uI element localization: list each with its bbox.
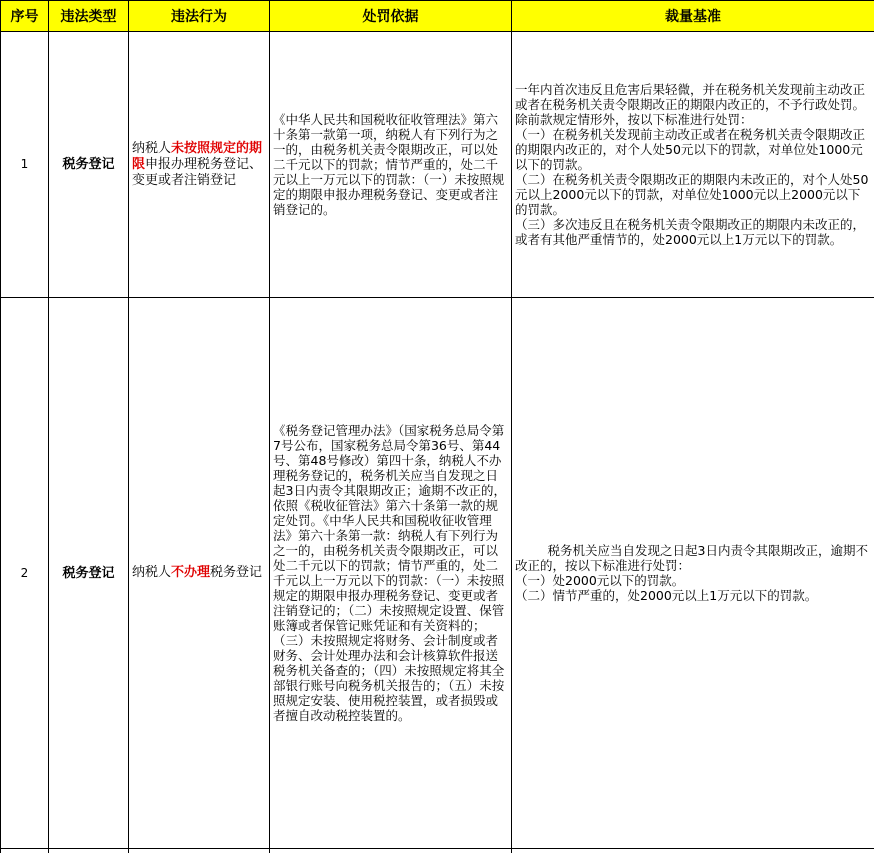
std-para: 一年内首次违反且危害后果轻微，并在税务机关发现前主动改正或者在税务机关责令限期改正的期限内改正的，不予行政处罚。 [515, 82, 866, 112]
violation-act [129, 298, 270, 849]
std-para: （二）情节严重的，处2000元以上1万元以下的罚款。 [515, 588, 818, 603]
violation-type: 税务登记 [49, 32, 129, 298]
act-prefix: 纳税人 [132, 565, 172, 580]
penalty-basis: 《中华人民共和国税收征收管理法》第六十条第一款第一项，纳税人有下列行为之一的，由税务机关责令限期改正，可以处二千元以下的罚款；情节严重的，处二千元以上一万元以下的罚款：（一）未按照规定的期限申报办理税务登记、变更或者注销登记的。 [270, 32, 512, 298]
std-para: 税务机关应当自发现之日起3日内责令其限期改正，逾期不改正的，按以下标准进行处罚： [515, 543, 868, 573]
empty-cell [1, 849, 49, 853]
std-para: （一）在税务机关发现前主动改正或者在税务机关责令限期改正的期限内改正的，对个人处50元以下的罚款，对单位处1000元以下的罚款。 [515, 127, 866, 172]
penalty-basis: 《税务登记管理办法》（国家税务总局令第7号公布，国家税务总局令第36号、第44号、第48号修改）第四十条，纳税人不办理税务登记的，税务机关应当自发现之日起3日内责令其限期改正；逾期不改正的，依照《税收征管法》第六十条第一款的规定处罚。《中华人民共和国税收征收管理法》第六十条第一款：纳税人有下列行为之一的，由税务机关责令限期改正，可以处二千元以下的罚款；情节严重的，处二千元以上一万元以下的罚款：（一）未按照规定的期限申报办理税务登记、变更或者注销登记的；（二）未按照规定设置、保管账簿或者保管记账凭证和有关资料的；（三）未按照规定将财务、会计制度或者财务、会计处理办法和会计核算软件报送税务机关备查的；（四）未按照规定将其全部银行账号向税务机关报告的；（五）未按照规定安装、使用税控装置，或者损毁或者擅自改动税控装置的。 [270, 298, 512, 849]
act-prefix: 纳税人 [132, 140, 172, 156]
header-row [1, 1, 874, 32]
std-para: （二）在税务机关责令限期改正的期限内未改正的，对个人处50元以上2000元以下的罚款，对单位处1000元以上2000元以下的罚款。 [515, 172, 869, 217]
act-suffix: 申报办理税务登记、变更或者注销登记 [132, 156, 263, 188]
empty-cell [129, 849, 270, 853]
table-row [1, 32, 874, 298]
act-highlight: 不办理 [171, 565, 211, 580]
empty-cell [49, 849, 129, 853]
table-row-partial [1, 849, 874, 853]
std-para: （一）处2000元以下的罚款。 [515, 573, 685, 588]
violation-type: 税务登记 [49, 298, 129, 849]
empty-cell [512, 849, 874, 853]
header-num: 序号 [1, 1, 49, 32]
empty-cell [270, 849, 512, 853]
header-basis: 处罚依据 [270, 1, 512, 32]
row-num: 2 [1, 298, 49, 849]
std-para: （三）多次违反且在税务机关责令限期改正的期限内未改正的，或者有其他严重情节的，处2000元以上1万元以下的罚款。 [515, 217, 866, 247]
discretion-standard [512, 32, 874, 298]
table-row [1, 298, 874, 849]
row-num: 1 [1, 32, 49, 298]
act-suffix: 税务登记 [210, 565, 263, 580]
header-act: 违法行为 [129, 1, 270, 32]
header-std: 裁量基准 [512, 1, 874, 32]
violation-act [129, 32, 270, 298]
discretion-standard [512, 298, 874, 849]
act-highlight: 未按照规定的期限 [132, 140, 263, 172]
std-para: 除前款规定情形外，按以下标准进行处罚： [515, 112, 753, 127]
header-type: 违法类型 [49, 1, 129, 32]
